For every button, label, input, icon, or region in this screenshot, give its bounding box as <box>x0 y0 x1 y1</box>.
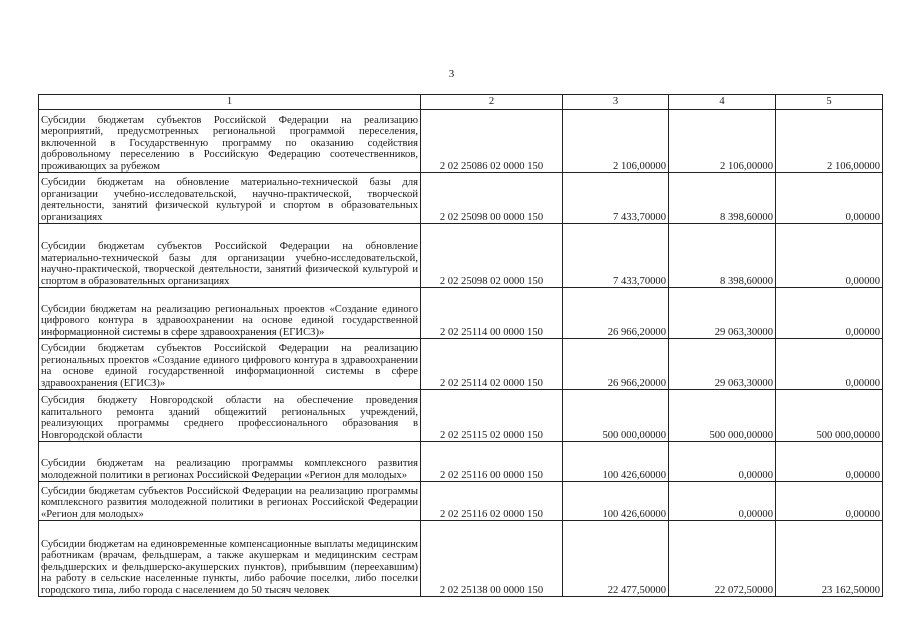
row-description: Субсидии бюджетам субъектов Российской Федерации на реализацию программы комплексного развития молодежной политики в регионах Российской Федерации «Регион для молодых» <box>39 482 421 521</box>
row-value-col4: 0,00000 <box>669 442 776 482</box>
row-value-col3: 7 433,70000 <box>563 173 669 224</box>
row-code: 2 02 25115 02 0000 150 <box>421 390 563 442</box>
subsidies-table <box>38 94 883 597</box>
row-value-col4: 2 106,00000 <box>669 110 776 173</box>
row-value-col5: 23 162,50000 <box>776 521 883 597</box>
row-value-col3: 2 106,00000 <box>563 110 669 173</box>
page-number: 3 <box>448 68 455 80</box>
table-row <box>39 390 883 442</box>
row-value-col5: 0,00000 <box>776 288 883 339</box>
column-header: 4 <box>669 95 776 110</box>
row-value-col3: 100 426,60000 <box>563 482 669 521</box>
column-header: 1 <box>39 95 421 110</box>
row-description: Субсидии бюджетам субъектов Российской Федерации на реализацию мероприятий, предусмотренных региональной программой переселения, включенной в Государственную программу по оказанию содействия добровольному переселению в Российскую Федерацию соотечественников, проживающих за рубежом <box>39 110 421 173</box>
row-code: 2 02 25086 02 0000 150 <box>421 110 563 173</box>
row-value-col3: 500 000,00000 <box>563 390 669 442</box>
row-value-col5: 0,00000 <box>776 224 883 288</box>
table-header-row <box>39 95 883 110</box>
row-value-col4: 29 063,30000 <box>669 339 776 390</box>
row-value-col5: 0,00000 <box>776 173 883 224</box>
row-code: 2 02 25116 02 0000 150 <box>421 482 563 521</box>
column-header: 2 <box>421 95 563 110</box>
row-value-col5: 0,00000 <box>776 339 883 390</box>
row-value-col3: 100 426,60000 <box>563 442 669 482</box>
table-row <box>39 224 883 288</box>
row-code: 2 02 25116 00 0000 150 <box>421 442 563 482</box>
row-value-col3: 7 433,70000 <box>563 224 669 288</box>
row-description: Субсидия бюджету Новгородской области на обеспечение проведения капитального ремонта зданий общежитий региональных учреждений, реализующих программы среднего профессионального образования в Новгородской области <box>39 390 421 442</box>
table-row <box>39 173 883 224</box>
table-row <box>39 521 883 597</box>
table-row <box>39 442 883 482</box>
row-code: 2 02 25114 02 0000 150 <box>421 339 563 390</box>
column-header: 5 <box>776 95 883 110</box>
row-description: Субсидии бюджетам на обновление материально-технической базы для организации учебно-исследовательской, научно-практической, творческой деятельности, занятий физической культурой и спортом в образовательных организациях <box>39 173 421 224</box>
row-value-col3: 22 477,50000 <box>563 521 669 597</box>
table-row <box>39 288 883 339</box>
row-description: Субсидии бюджетам на реализацию программы комплексного развития молодежной политики в регионах Российской Федерации «Регион для молодых» <box>39 442 421 482</box>
row-description: Субсидии бюджетам субъектов Российской Федерации на реализацию региональных проектов «Создание единого цифрового контура в здравоохранении на основе единой государственной информационной системы в сфере здравоохранения (ЕГИСЗ)» <box>39 339 421 390</box>
row-value-col4: 29 063,30000 <box>669 288 776 339</box>
row-code: 2 02 25098 00 0000 150 <box>421 173 563 224</box>
row-value-col5: 0,00000 <box>776 482 883 521</box>
row-value-col5: 0,00000 <box>776 442 883 482</box>
column-header: 3 <box>563 95 669 110</box>
row-code: 2 02 25138 00 0000 150 <box>421 521 563 597</box>
row-value-col5: 2 106,00000 <box>776 110 883 173</box>
row-description: Субсидии бюджетам субъектов Российской Федерации на обновление материально-технической базы для организации учебно-исследовательской, научно-практической, творческой деятельности, занятий физической культурой и спортом в образовательных организациях <box>39 224 421 288</box>
row-value-col4: 0,00000 <box>669 482 776 521</box>
row-code: 2 02 25098 02 0000 150 <box>421 224 563 288</box>
row-value-col4: 22 072,50000 <box>669 521 776 597</box>
row-value-col3: 26 966,20000 <box>563 288 669 339</box>
row-code: 2 02 25114 00 0000 150 <box>421 288 563 339</box>
table-row <box>39 482 883 521</box>
row-value-col4: 8 398,60000 <box>669 173 776 224</box>
row-description: Субсидии бюджетам на единовременные компенсационные выплаты медицинским работникам (врачам, фельдшерам, а также акушеркам и медицинским сестрам фельдшерских и фельдшерско-акушерских пунктов), прибывшим (переехавшим) на работу в сельские населенные пункты, либо рабочие поселки, либо поселки городского типа, либо города с населением до 50 тысяч человек <box>39 521 421 597</box>
row-value-col4: 500 000,00000 <box>669 390 776 442</box>
row-value-col4: 8 398,60000 <box>669 224 776 288</box>
row-value-col3: 26 966,20000 <box>563 339 669 390</box>
table-row <box>39 110 883 173</box>
table-row <box>39 339 883 390</box>
row-value-col5: 500 000,00000 <box>776 390 883 442</box>
row-description: Субсидии бюджетам на реализацию региональных проектов «Создание единого цифрового контура в здравоохранении на основе единой государственной информационной системы в сфере здравоохранения (ЕГИСЗ)» <box>39 288 421 339</box>
